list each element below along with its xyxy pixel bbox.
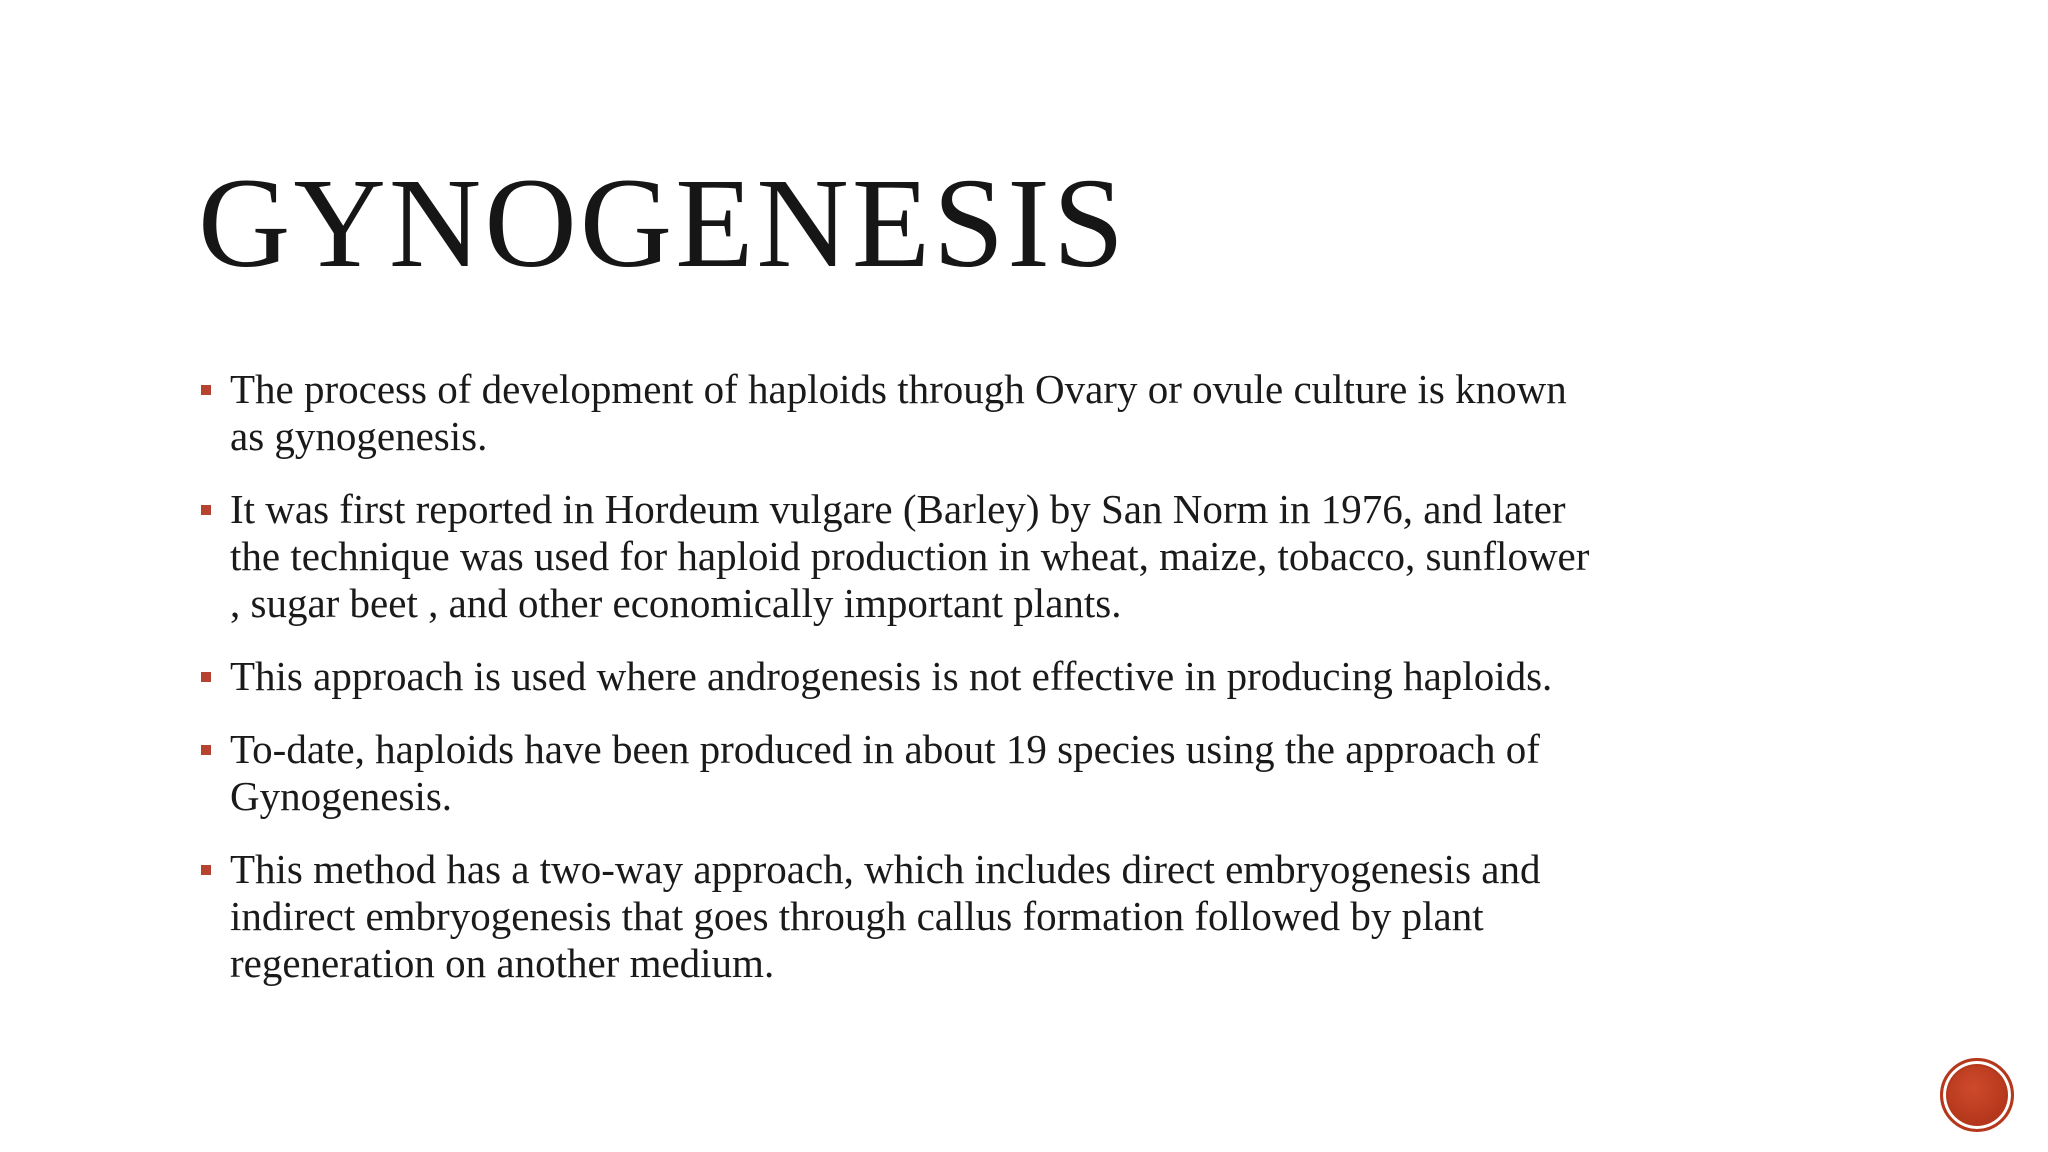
bullet-text-line: as gynogenesis. bbox=[230, 413, 488, 459]
bullet-text-line: the technique was used for haploid production in wheat, maize, tobacco, sunflower bbox=[230, 533, 1590, 579]
bullet-text-line: , sugar beet , and other economically important plants. bbox=[230, 580, 1122, 626]
slide-title: GYNOGENESIS bbox=[198, 152, 1127, 294]
bullet-text-line: The process of development of haploids through Ovary or ovule culture is known bbox=[230, 366, 1567, 412]
bullet-item bbox=[198, 726, 1898, 820]
bullet-square-icon bbox=[201, 865, 211, 875]
bullet-text-line: indirect embryogenesis that goes through callus formation followed by plant bbox=[230, 893, 1484, 939]
bullet-item bbox=[198, 486, 1898, 627]
bullet-square-icon bbox=[201, 672, 211, 682]
bullet-text-line: This method has a two-way approach, which includes direct embryogenesis and bbox=[230, 846, 1541, 892]
bullet-list bbox=[198, 366, 1898, 1013]
bullet-text-line: This approach is used where androgenesis is not effective in producing haploids. bbox=[230, 653, 1553, 699]
bullet-item bbox=[198, 846, 1898, 987]
bullet-text-line: regeneration on another medium. bbox=[230, 940, 775, 986]
bullet-square-icon bbox=[201, 745, 211, 755]
bullet-text-line: Gynogenesis. bbox=[230, 773, 453, 819]
slide-nav-button[interactable] bbox=[1940, 1058, 2014, 1132]
bullet-text-line: To-date, haploids have been produced in about 19 species using the approach of bbox=[230, 726, 1540, 772]
bullet-item bbox=[198, 366, 1898, 460]
bullet-square-icon bbox=[201, 505, 211, 515]
bullet-item bbox=[198, 653, 1898, 700]
bullet-square-icon bbox=[201, 385, 211, 395]
bullet-text-line: It was first reported in Hordeum vulgare (Barley) by San Norm in 1976, and later bbox=[230, 486, 1566, 532]
